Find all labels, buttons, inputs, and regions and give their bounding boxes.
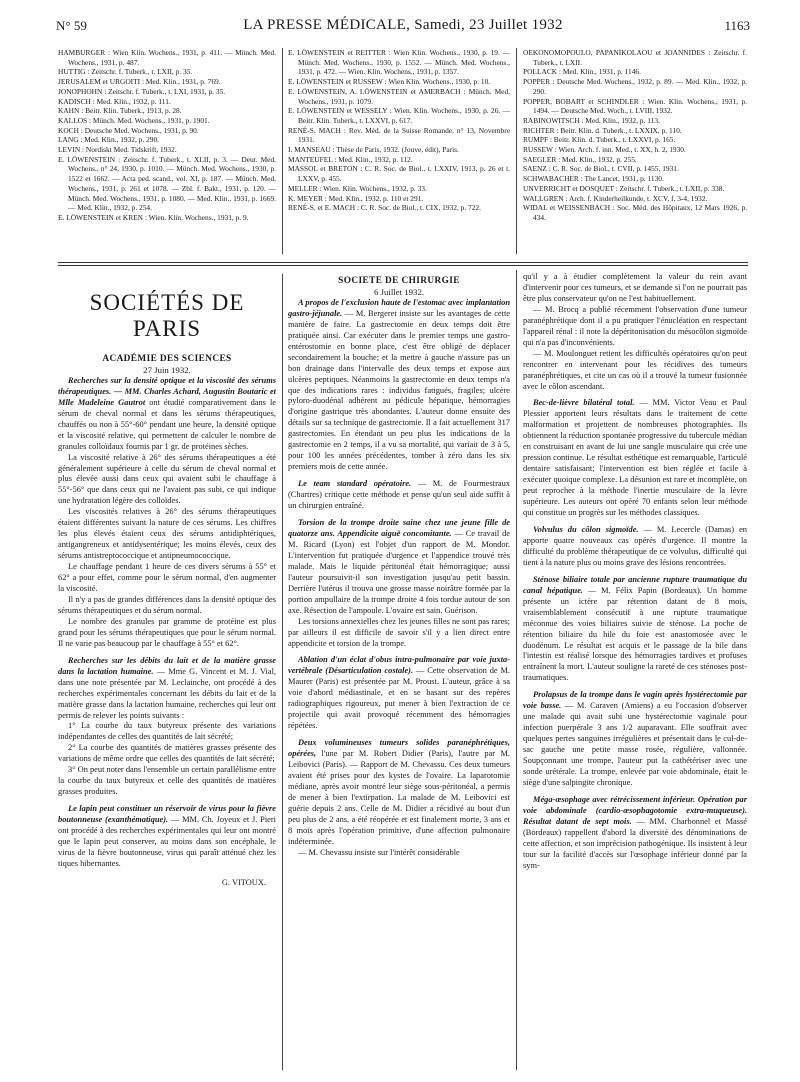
reference-entry: SCHWABACHER : The Lancet, 1931, p. 1130.: [523, 174, 664, 184]
article-paragraph: A propos de l'exclusion haute de l'estomac avec implantation gastro-jéjunale. — M. Bergeret insiste sur les avantages de cette manière de faire. La gastrectomie en deux temps doit être pratiquée ainsi. Car exécuter dans le premier temps une gastro-entérostomie en bonne place, c'est être obligé de déplacer secondairement la bouche; et la mettre à gauche n'assure pas un bon drainage dans l'intervalle des deux temps et expose aux ulcères peptiques. Néanmoins la gastrectomie en deux temps n'a que des indications rares : individus fatigués, fragiles; ulcère pyloro-duodénal adhérent au pédicule hépatique, hémorragies d'origine gastrique très abondantes. L'auteur donne ensuite des détails sur sa technique de gastrectomie. Il a fait actuellement 317 gastrectomies. En étendant un peu plus les indications de la gastrectomie en 2 temps, il a vu sa mortalité, qui variait de 3 à 5, pour 100 les années précédentes, tomber à zéro dans les six premiers mois de cette année.: [288, 297, 510, 472]
issue-number: N° 59: [56, 18, 87, 33]
reference-entry: KOCH : Deutsche Med. Wochens., 1931, p. 90.: [58, 125, 199, 135]
reference-entry: MANTEUFEL : Med. Klin., 1932, p. 112.: [288, 154, 413, 164]
section-divider: [58, 262, 748, 263]
reference-entry: WIDAL et WEISSENBACH : Soc. Méd. des Hôpitaux, 12 Mars 1926, p. 434.: [523, 203, 747, 222]
references-column-3: [523, 48, 747, 254]
reference-entry: MASSOL et BRETON : C. R. Soc. de Biol., t. LXXIV, 1913, p. 26 et t. LXXV, p. 455.: [288, 164, 510, 184]
journal-title: LA PRESSE MÉDICALE, Samedi, 23 Juillet 1932: [243, 17, 563, 33]
session-date: 27 Juin 1932.: [143, 364, 191, 375]
reference-entry: RENÉ-S. et E. MACH : C. R. Soc. de Biol., t. CIX, 1932, p. 722.: [288, 203, 481, 213]
article-paragraph: — M. Chevassu insiste sur l'intérêt considérable: [298, 847, 460, 857]
article-paragraph: Méga-œsophage avec rétrécissement inférieur. Opération par voie abdominale (cardio-œsophagotomie extra-muqueuse). Résultat datant de sept mois. — MM. Charbonnel et Massé (Bordeaux) rappellent d'abord la diversité des dénominations de cette affection, et son imprécision pathogénique. Ils insistent à leur tour sur la facilité d'accès sur l'œsophage inférieur donné par la sym-: [523, 794, 747, 870]
reference-entry: RUMPF : Beitr. Klin. d. Tuberk., t. LXXVI, p. 165.: [523, 135, 676, 145]
article-paragraph: Deux volumineuses tumeurs solides paranéphrétiques, opérées, l'une par M. Robert Didier (Paris), l'autre par M. Leibovici (Paris). — Rapport de M. Chevassu. Ces deux tumeurs avaient été prises pour des kystes de l'ovaire. La laparotomie médiane, après avoir montré leur siège sous-péritonéal, a permis de mener à bien l'extirpation. La malade de M. Leibovici est guérie depuis 2 ans. Celle de M. Didier a récidivé au bout d'un peu plus de 2 ans, a été réopérée et est finalement morte, 3 ans et 8 mois après l'opération primitive, d'une affection pulmonaire indéterminée.: [288, 738, 510, 846]
session-date: 6 Juillet 1932.: [373, 286, 425, 297]
section-divider: [58, 265, 748, 266]
section-title: SOCIÉTÉS DE PARIS: [89, 290, 245, 341]
reference-entry: E. LÖWENSTEIN et REITTER : Wien Klin. Wochens., 1930, p. 19. — Münch. Med. Wochens., 1930, p. 1552. — Münch. Med. Wochens., 1931, p. 472. — Wien. Klin. Wochens., 1931, p. 1357.: [288, 48, 510, 77]
article-paragraph: — M. Brocq a publié récemment l'observation d'une tumeur paranéphrétique dont il a pu pratiquer l'énucléation en respectant l'appareil rénal : il note la dépéritonisation du mésocôlon sigmoïde qui n'a pas d'inconvénients.: [523, 304, 747, 347]
article-paragraph: Prolapsus de la trompe dans le vagin après hystérectomie par voie basse. — M. Caraven (Amiens) a eu l'occasion d'observer une malade qui avait subi une hystérectomie vaginale pour infection puerpérale 3 ans 1/2 auparavant. Elle souffrait avec quelques pertes sanguines irrégulières et présentait dans le cul-de-sac gauche une petite masse rosée, régulière, vallonnée. Soupçonnant une trompe, l'auteur put la cathétériser avec une sonde urétérale. La trompe, enlevée par voie abdominale, était le siège d'une salpingite chronique.: [523, 690, 747, 787]
reference-entry: E. LÖWENSTEIN, A. LÖWENSTEIN et AMERBACH : Münch. Med. Wochens., 1931, p. 1079.: [288, 86, 510, 106]
list-item: 1° La courbe du taux butyreux présente des variations indépendantes de celles des quantités de lait sécrété;: [58, 721, 276, 742]
reference-entry: RENÉ-S. MACH : Rev. Méd. de la Suisse Romande, n° 13, Novembre 1931.: [288, 125, 510, 145]
reference-entry: JONOPHOHN : Zeitschr. f. Tuberk., t. LXI, 1931, p. 35.: [58, 86, 226, 96]
reference-entry: HUTTIG : Zeitschr. f. Tuberk., t. LXII, p. 35.: [58, 67, 193, 77]
reference-entry: E. LÖWENSTEIN et WESSELY : Wien. Klin. Wochens., 1930, p. 26. — Beitr. Klin. Tuberk., t. LXXVI, p. 617.: [288, 106, 510, 125]
reference-entry: E. LÖWENSTEIN et KREN : Wien. Klin. Wochens., 1931, p. 9.: [58, 212, 249, 222]
list-item: 2° La courbe des quantités de matières grasses présente des variations de même ordre que celles des quantités de lait sécrété;: [58, 743, 276, 764]
reference-entry: LEVIN : Nordiskt Med. Tidskrift, 1932.: [58, 145, 177, 155]
article-paragraph: Les torsions annexielles chez les jeunes filles ne sont pas rares; par ailleurs il est difficile de savoir s'il y a lien direct entre appendicite et torsion de la trompe.: [288, 616, 510, 648]
article-paragraph: Les viscosités relatives à 26° des sérums thérapeutiques étaient différentes suivant la nature de ces sérums. Les chiffres les plus élevés étaient ceux des sérums antidiphtériques, antigangreneux et antidysentérique; les moins élevés, ceux des sérums antistreptococcique et antipneumococcique.: [58, 507, 276, 561]
reference-entry: RUSSEW : Wien. Arch. f. inn. Med., t. XX, h. 2, 1930.: [523, 145, 686, 155]
article-paragraph: Ablation d'un éclat d'obus intra-pulmonaire par voie juxta-vertébrale (Désarticulation costale). — Cette observation de M. Maurer (Paris) est présentée par M. Proust. L'auteur, grâce à sa voie d'abord médiastinale, et en se basant sur des repères radiographiques rigoureux, put mener à bien l'extraction de ce projectile qui avait provoqué récemment des hémorragies répétées.: [288, 655, 510, 731]
reference-entry: HAMBURGER : Wien Klin. Wochens., 1931, p. 411. — Münch. Med. Wochens., 1931, p. 487.: [58, 48, 276, 67]
reference-entry: POPPER : Deutsche Med. Wochens., 1932, p. 89. — Med. Klin., 1932, p. 290.: [523, 77, 747, 96]
reference-entry: OEKONOMOPOULO, PAPANIKOLAOU et JOANNIDES : Zeitschr. f. Tuberk., t. LXII.: [523, 48, 747, 67]
article-paragraph: Torsion de la trompe droite saine chez une jeune fille de quatorze ans. Appendicite aiguë concomitante. — Ce travail de M. Ricard (Lyon) est l'objet d'un rapport de M. Mondor. L'intervention fut pratiquée d'urgence et l'appendice trouvé très malade. Mais le liquide péritonéal était hémorragique; aussi l'auteur poursuivit-il son investigation jusqu'au petit bassin. Derrière l'utérus il trouva une grosse masse noirâtre formée par la portion ampullaire de la trompe droite 4 fois tordue autour de son axe. Résection de l'ampoule. L'ovaire est sain. Guérison.: [288, 518, 510, 615]
reference-entry: LANG : Med. Klin., 1932, p. 290.: [58, 135, 160, 145]
reference-entry: SAENZ : C. R. Soc. de Biol., t. CVII, p. 1455, 1931.: [523, 164, 679, 174]
column-divider: [516, 48, 517, 254]
article-paragraph: Le nombre des granules par gramme de protéine est plus grand pour les sérums thérapeutiques que pour le sérum normal. Il ne varie pas beaucoup par le chauffage à 55° et 62°.: [58, 616, 276, 648]
reference-entry: I. MANSEAU : Thèse de Paris, 1932. (Jouve, édit), Paris.: [288, 145, 459, 155]
references-column-2: [288, 48, 510, 254]
article-paragraph: — M. Moulonguet retient les difficultés opératoires qu'on peut rencontrer en intervenant pour les récidives des tumeurs paranéphrétiques, et cite un cas où il a trouvé la tumeur fusionnée avec le côlon ascendant.: [523, 348, 747, 391]
reference-entry: E. LÖWENSTEIN : Zeitschr. f. Tuberk., t. XLII, p. 3. — Deut. Med. Wochens., n° 24, 1930, p. 1010. — Münch. Med. Wochens., 1930, p. 1522 et 1662. — Acta ped. scand., vol. XI, p. 187. — Münch. Med. Wochens., 1931, p. 261 et 1078. — Zbl. f. Bakt., 1931, p. 120. — Münch. Med. Wochens., 1931, p. 1080. — Med. Klin., 1931, p. 1669. — Med. Klin., 1932, p. 254.: [58, 154, 276, 213]
article-paragraph: Sténose biliaire totale par ancienne rupture traumatique du canal hépatique. — M. Félix Papin (Bordeaux). Un homme présente un ictère par rétention datant de 8 mois, vraisemblablement consécutif à une rupture traumatique méconnue des voies biliaires suivie de sténose. La poche de rétention biliaire du hile du foie est anastomosée avec le duodénum. Le résultat est acquis et le passage de la bile dans l'intestin est réalisé lorsque des hémorragies tardives et profuses entraînent la mort. L'auteur souligne la rareté de ces sténoses post-traumatiques.: [523, 574, 747, 683]
article-paragraph: Le team standard opératoire. — M. de Fourmestraux (Chartres) critique cette méthode et pense qu'un seul aide suffit à un chirurgien entraîné.: [288, 479, 510, 511]
article-column-2: [288, 276, 510, 1072]
reference-entry: UNVERRICHT et DOSQUET : Zeitschr. f. Tuberk., t. LXII, p. 338.: [523, 183, 725, 193]
article-paragraph: Bec-de-lièvre bilatéral total. — MM. Victor Veau et Paul Plessier apportent leurs résultats dans le traitement de cette malformation et projettent de nombreuses photographies. Ils obtiennent la réduction spontanée progressive du tubercule médian en construisant en avant de lui une sangle musculaire qui crée une pression continue. Le résultat esthétique est remarquable, l'articulé dentaire satisfaisant; l'intervention est bien réglée et facile à exécuter quoique complexe. La désunion est rare et incomplète, on peut reprocher à la méthode l'inertie musculaire de la lèvre supérieure. Les auteurs ont opéré 70 enfants selon leur méthode qui constitue un progrès sur les méthodes classiques.: [523, 398, 747, 518]
page-header: [56, 14, 750, 38]
article-paragraph: Volvulus du côlon sigmoïde. — M. Lecercle (Damas) en apporte quatre nouveaux cas opérés d'urgence. Il montre la difficulté du problème thérapeutique de ce volvulus, difficulté qui tient à la nature plus ou moins grave des lésions rencontrées.: [523, 524, 747, 567]
academy-heading: ACADÉMIE DES SCIENCES: [102, 354, 232, 364]
references-column-1: [58, 48, 276, 254]
author-signature: G. VITOUX.: [221, 877, 266, 887]
list-item: 3° On peut noter dans l'ensemble un certain parallélisme entre la courbe du taux butyreux et celle des quantités de matières grasses produites.: [58, 765, 276, 797]
article-paragraph: Il n'y a pas de grandes différences dans la densité optique des sérums thérapeutiques et du sérum normal.: [58, 594, 276, 615]
reference-entry: K. MEYER : Med. Klin., 1932, p. 110 et 291.: [288, 193, 424, 203]
article-paragraph: Recherches sur les débits du lait et de la matière grasse dans la lactation humaine. — Mme G. Vincent et M. J. Vial, dans une note présentée par M. Leclainche, ont procédé à des recherches expérimentales concernant les débits du lait et de la matière grasse dans la lactation humaine, recherches qui leur ont permis de relever les points suivants :: [58, 655, 276, 720]
reference-entry: POPPER, BOBART et SCHINDLER : Wien. Klin. Wochens., 1931, p. 1494. — Deutsche Med. Woch., t. LVIII, 1932.: [523, 96, 747, 116]
society-heading: SOCIÉTÉ DE CHIRURGIE: [338, 276, 460, 286]
reference-entry: KALLOS : Münch. Med. Wochens., 1931, p. 1901.: [58, 115, 210, 125]
reference-entry: MELLER : Wien. Klin. Wochens., 1932, p. 33.: [288, 183, 427, 193]
reference-entry: KAHN : Beitr. Klin. Tuberk., 1913, p. 28.: [58, 106, 182, 116]
column-divider: [282, 274, 283, 1070]
reference-entry: POLLACK : Med. Klin., 1931, p. 1146.: [523, 67, 641, 77]
article-column-3: [523, 272, 747, 1068]
article-paragraph: Le chauffage pendant 1 heure de ces divers sérums à 55° et 62° a pour effet, comme pour le sérum normal, d'en augmenter la viscosité.: [58, 562, 276, 594]
article-paragraph: Recherches sur la densité optique et la viscosité des sérums thérapeutiques. — MM. Charles Achard, Augustin Boutaric et Mlle Madeleine Gautrot ont étudié comparativement dans le sérum de cheval normal et dans les sérums thérapeutiques, chauffés ou non à 55°-60° pendant une heure, la densité optique et la viscosité relative, qui permettent de calculer le nombre de granules colloïdaux fournis par 1 gr. de protéines sèches.: [58, 375, 276, 451]
article-paragraph: La viscosité relative à 26° des sérums thérapeutiques a été généralement supérieure à celle du sérum de cheval normal et plus élevée aussi dans ceux qui avaient subi le chauffage à 55°-56° que dans ceux qui ne l'avaient pas subi, ce qui indique une hydratation légère des colloïdes.: [58, 452, 276, 506]
reference-entry: JERUSALEM et URGOITI : Med. Klin., 1931, p. 769.: [58, 77, 221, 87]
reference-entry: KADISCH : Med. Klin., 1932, p. 111.: [58, 96, 171, 106]
reference-entry: E. LÖWENSTEIN et RUSSEW : Wien Klin. Wochens., 1930, p. 10.: [288, 77, 491, 87]
article-paragraph: Le lapin peut constituer un réservoir de virus pour la fièvre boutonneuse (exanthématique). — MM. Ch. Joyeux et J. Pieri ont procédé à des recherches expérimentales qui leur ont montré que le lapin peut conserver, au moins dans son encéphale, le virus de la fièvre boutonneuse, virus qui paraît atténué chez les tiques hibernantes.: [58, 804, 276, 868]
column-divider: [516, 270, 517, 1070]
reference-entry: SAEGLER : Med. Klin., 1932, p. 255.: [523, 154, 637, 164]
column-divider: [282, 48, 283, 254]
reference-entry: WALLGREN : Arch. f. Kinderheilkunde, t. XCV, f. 3-4, 1932.: [523, 193, 708, 203]
article-column-1: [58, 276, 276, 1072]
page-number: 1163: [724, 18, 750, 33]
reference-entry: RICHTER : Beitr. Klin. d. Tuberk., t. LXXIX, p. 110.: [523, 125, 682, 135]
article-paragraph: qu'il y a à étudier complètement la valeur du rein avant d'intervenir pour ces tumeurs, et se demande si l'on ne pourrait pas être plus conservateur qu'on ne l'est habituellement.: [523, 272, 747, 303]
reference-entry: RABINOWITSCH : Med. Klin., 1932, p. 113.: [523, 115, 660, 125]
